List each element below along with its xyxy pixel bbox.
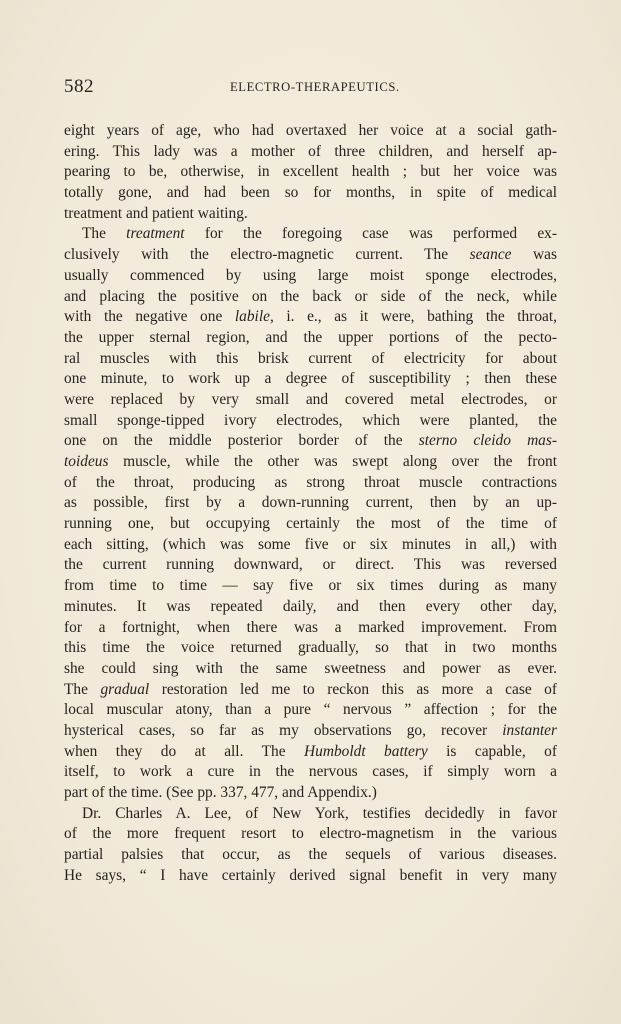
text-line: [64, 721, 557, 742]
text-segment: and placing the positive on the back or side of the neck, while: [64, 287, 557, 305]
body-text: [64, 121, 557, 886]
italic-text: toideus: [64, 453, 109, 470]
italic-text: instanter: [502, 721, 557, 739]
text-segment: muscle, while the other was swept along over the front: [108, 453, 557, 470]
text-segment: is capable, of: [427, 742, 557, 760]
text-line: [64, 204, 557, 225]
text-line: [64, 328, 557, 349]
text-line: [64, 307, 557, 328]
text-line: [64, 680, 557, 701]
text-line: [64, 700, 557, 721]
text-segment: for the foregoing case was performed ex-: [184, 225, 557, 243]
text-line: [64, 121, 557, 142]
text-line: [64, 224, 557, 245]
text-segment: ral muscles with this brisk current of electricity for about: [64, 349, 557, 367]
text-segment: the current running downward, or direct. This was reversed: [64, 556, 557, 574]
text-line: [64, 535, 557, 556]
text-line: [64, 162, 557, 183]
text-segment: minutes. It was repeated daily, and then every other day,: [64, 597, 557, 615]
running-head: ELECTRO-THERAPEUTICS.: [230, 80, 400, 94]
text-segment: was: [511, 246, 557, 264]
text-segment: as possible, first by a down-running current, then by an up-: [64, 494, 557, 512]
text-line: [64, 597, 557, 618]
text-line: [64, 866, 557, 887]
text-segment: were replaced by very small and covered metal electrodes, or: [64, 390, 557, 408]
text-segment: ering. This lady was a mother of three children, and herself ap-: [64, 142, 557, 160]
text-line: [64, 514, 557, 535]
text-line: [64, 638, 557, 659]
text-segment: with the negative one: [64, 308, 235, 326]
text-line: [64, 783, 557, 804]
text-segment: clusively with the electro-magnetic current. The: [64, 246, 470, 264]
text-line: [64, 659, 557, 680]
text-segment: hysterical cases, so far as my observations go, recover: [64, 721, 503, 739]
text-segment: running one, but occupying certainly the most of the time of: [64, 515, 557, 533]
text-segment: totally gone, and had been so for months, in spite of medical: [64, 184, 557, 202]
text-segment: when they do at all. The: [64, 742, 305, 760]
text-segment: pearing to be, otherwise, in excellent health ; but her voice was: [64, 163, 557, 181]
text-segment: one on the middle posterior border of the: [64, 432, 419, 450]
text-segment: she could sing with the same sweetness and power as ever.: [64, 659, 557, 677]
text-line: [64, 431, 557, 452]
text-segment: partial palsies that occur, as the sequels of various diseases.: [64, 846, 557, 864]
text-segment: Dr. Charles A. Lee, of New York, testifies decidedly in favor: [82, 804, 557, 822]
text-segment: of the throat, producing as strong throat muscle contractions: [64, 473, 557, 491]
text-line: [64, 555, 557, 576]
italic-text: sterno cleido mas-: [418, 432, 557, 450]
text-line: [64, 142, 557, 163]
text-line: [64, 390, 557, 411]
text-line: [64, 369, 557, 390]
page-number: 582: [64, 76, 94, 97]
text-segment: this time the voice returned gradually, so that in two months: [64, 639, 557, 657]
text-segment: usually commenced by using large moist sponge electrodes,: [64, 266, 557, 284]
text-segment: eight years of age, who had overtaxed her voice at a social gath-: [64, 122, 557, 139]
text-segment: treatment and patient waiting.: [64, 204, 248, 222]
text-line: [64, 183, 557, 204]
text-line: [64, 493, 557, 514]
text-line: [64, 762, 557, 783]
text-line: [64, 411, 557, 432]
text-line: [64, 742, 557, 763]
text-line: [64, 452, 557, 473]
text-segment: each sitting, (which was some five or six minutes in all,) with: [64, 535, 557, 553]
text-line: [64, 824, 557, 845]
text-line: [64, 804, 557, 825]
italic-text: gradual: [100, 680, 150, 698]
page-header: [64, 76, 557, 102]
italic-text: labile: [234, 308, 270, 326]
text-line: [64, 349, 557, 370]
text-segment: He says, “ I have certainly derived signal benefit in very many: [64, 866, 557, 884]
text-segment: from time to time — say five or six times during as many: [64, 577, 557, 595]
text-segment: , i. e., as it were, bathing the throat,: [269, 308, 557, 326]
text-segment: the upper sternal region, and the upper portions of the pecto-: [64, 328, 557, 346]
text-segment: part of the time. (See pp. 337, 477, and Appendix.): [64, 784, 377, 801]
italic-text: seance: [469, 246, 512, 264]
text-segment: The: [64, 680, 101, 698]
italic-text: treatment: [126, 225, 185, 243]
text-line: [64, 473, 557, 494]
italic-text: Humboldt battery: [304, 742, 428, 760]
text-segment: of the more frequent resort to electro-magnetism in the various: [64, 825, 557, 843]
text-segment: restoration led me to reckon this as more a case of: [149, 680, 557, 698]
text-line: [64, 245, 557, 266]
text-line: [64, 618, 557, 639]
text-line: [64, 266, 557, 287]
text-line: [64, 287, 557, 308]
text-line: [64, 845, 557, 866]
text-line: [64, 576, 557, 597]
text-segment: for a fortnight, when there was a marked improvement. From: [64, 618, 557, 636]
text-segment: local muscular atony, than a pure “ nervous ” affection ; for the: [64, 701, 557, 719]
text-segment: The: [82, 225, 127, 243]
text-segment: one minute, to work up a degree of susceptibility ; then these: [64, 370, 557, 388]
text-segment: small sponge-tipped ivory electrodes, which were planted, the: [64, 411, 557, 429]
text-segment: itself, to work a cure in the nervous cases, if simply worn a: [64, 763, 557, 781]
